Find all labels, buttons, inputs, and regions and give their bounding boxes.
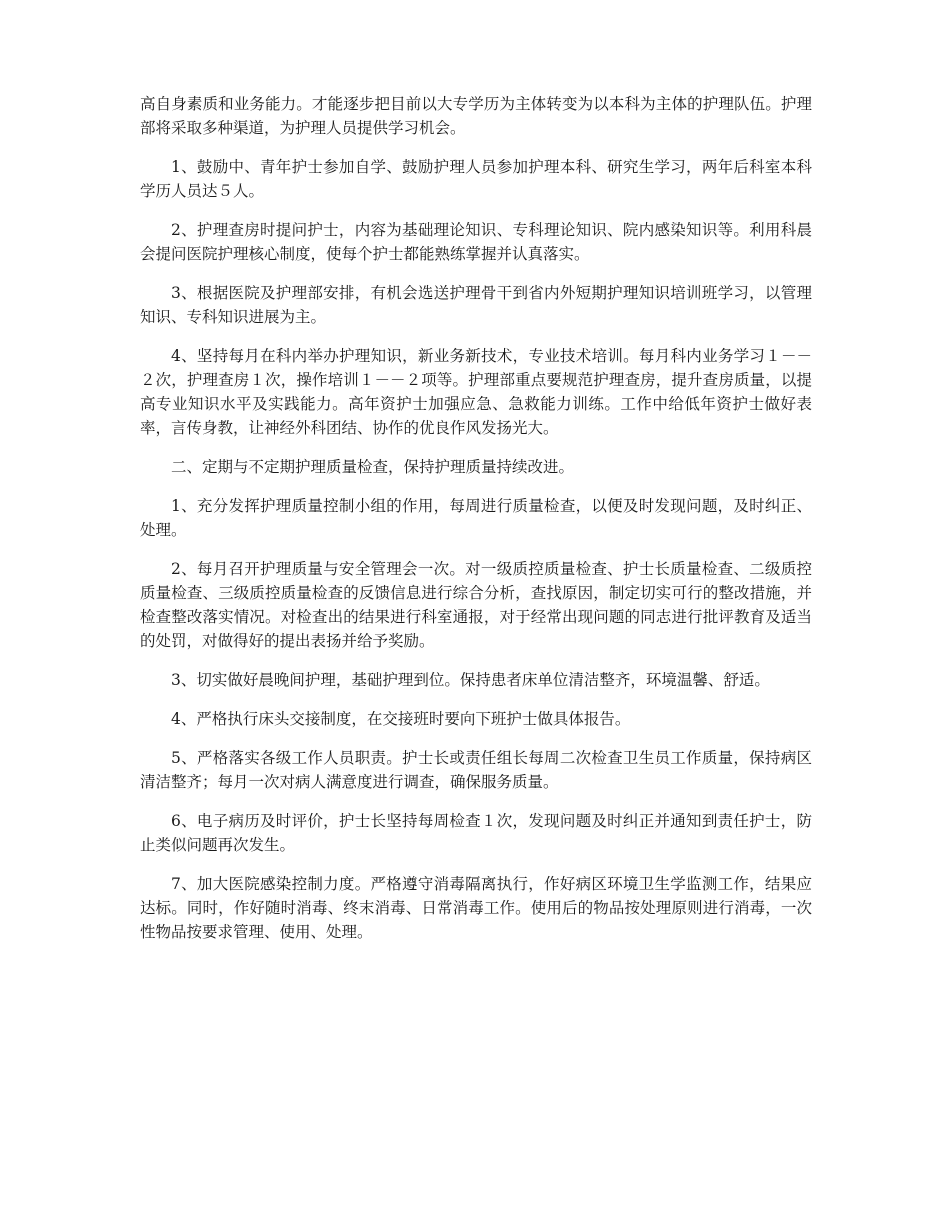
paragraph-quality-item-6: 6、电子病历及时评价，护士长坚持每周检查１次，发现问题及时纠正并通知到责任护士，防止类似问题再次发生。	[140, 812, 812, 854]
paragraph-quality-item-2: 2、每月召开护理质量与安全管理会一次。对一级质控质量检查、护士长质量检查、二级质控质量检查、三级质控质量检查的反馈信息进行综合分析，查找原因，制定切实可行的整改措施，并检查整改落实情况。对检查出的结果进行科室通报，对于经常出现问题的同志进行批评教育及适当的处罚，对做得好的提出表扬并给予奖励。	[140, 560, 812, 650]
section-heading-quality-inspection: 二、定期与不定期护理质量检查，保持护理质量持续改进。	[171, 458, 575, 476]
paragraph-quality-item-5: 5、严格落实各级工作人员职责。护士长或责任组长每周二次检查卫生员工作质量，保持病区清洁整齐；每月一次对病人满意度进行调查，确保服务质量。	[140, 749, 812, 791]
paragraph-item-3-training-abroad: 3、根据医院及护理部安排，有机会选送护理骨干到省内外短期护理知识培训班学习，以管理知识、专科知识进展为主。	[140, 284, 812, 326]
paragraph-quality-item-7: 7、加大医院感染控制力度。严格遵守消毒隔离执行，作好病区环境卫生学监测工作，结果应达标。同时，作好随时消毒、终末消毒、日常消毒工作。使用后的物品按处理原则进行消毒，一次性物品按要求管理、使用、处理。	[140, 875, 812, 941]
document-page	[140, 92, 812, 959]
paragraph-item-4-monthly-training: 4、坚持每月在科内举办护理知识，新业务新技术，专业技术培训。每月科内业务学习１－－２次，护理查房１次，操作培训１－－２项等。护理部重点要规范护理查房，提升查房质量，以提高专业知识水平及实践能力。高年资护士加强应急、急救能力训练。工作中给低年资护士做好表率，言传身教，让神经外科团结、协作的优良作风发扬光大。	[140, 347, 812, 437]
paragraph-quality-item-1: 1、充分发挥护理质量控制小组的作用，每周进行质量检查，以便及时发现问题，及时纠正、处理。	[140, 497, 812, 539]
paragraph-item-2-ward-round-questions: 2、护理查房时提问护士，内容为基础理论知识、专科理论知识、院内感染知识等。利用科晨会提问医院护理核心制度，使每个护士都能熟练掌握并认真落实。	[140, 221, 812, 263]
paragraph-intro: 高自身素质和业务能力。才能逐步把目前以大专学历为主体转变为以本科为主体的护理队伍。护理部将采取多种渠道，为护理人员提供学习机会。	[140, 95, 812, 137]
paragraph-quality-item-3: 3、切实做好晨晚间护理，基础护理到位。保持患者床单位清洁整齐，环境温馨、舒适。	[171, 671, 770, 689]
paragraph-item-1-self-study: 1、鼓励中、青年护士参加自学、鼓励护理人员参加护理本科、研究生学习，两年后科室本科学历人员达５人。	[140, 158, 812, 200]
paragraph-quality-item-4: 4、严格执行床头交接制度，在交接班时要向下班护士做具体报告。	[171, 710, 631, 728]
